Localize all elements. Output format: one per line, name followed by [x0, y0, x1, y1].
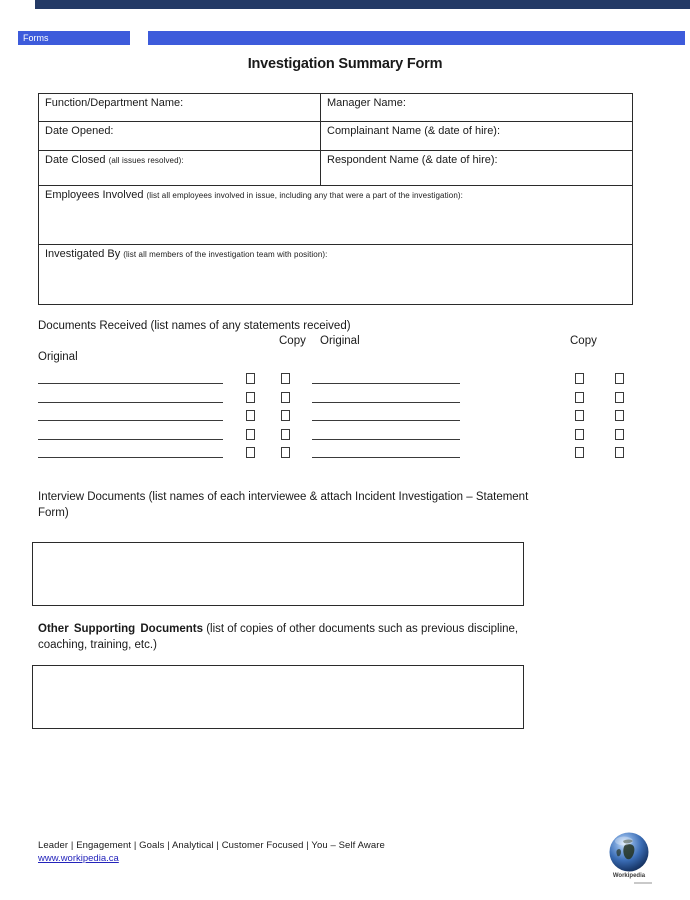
original-column-header: Original [320, 335, 360, 347]
original-checkbox[interactable] [281, 447, 290, 458]
copy-checkbox[interactable] [575, 392, 584, 403]
copy-checkbox[interactable] [246, 392, 255, 403]
original-checkbox[interactable] [615, 429, 624, 440]
globe-icon [609, 832, 649, 873]
complainant-name-field[interactable] [321, 122, 633, 151]
header-accent-bar [148, 31, 685, 45]
employees-involved-field[interactable] [39, 186, 633, 245]
copy-column-header-right: Copy [570, 335, 597, 347]
employees-involved-label: Employees Involved [45, 189, 144, 201]
original-checkbox[interactable] [281, 392, 290, 403]
original-checkbox[interactable] [281, 373, 290, 384]
interview-documents-heading [38, 489, 658, 521]
other-supporting-heading [38, 621, 648, 653]
forms-tab[interactable]: Forms [18, 31, 130, 45]
page-title: Investigation Summary Form [247, 56, 443, 72]
logo-label: Workipedia [612, 873, 646, 879]
document-name-line-right[interactable] [312, 427, 460, 440]
date-opened-field[interactable] [39, 122, 321, 151]
footer-competencies: Leader | Engagement | Goals | Analytical | Customer Focused | You – Self Aware [38, 840, 385, 851]
document-name-line-left[interactable] [38, 408, 223, 421]
document-row [0, 445, 690, 464]
copy-checkbox[interactable] [246, 447, 255, 458]
respondent-name-field[interactable] [321, 151, 633, 186]
original-checkbox[interactable] [281, 429, 290, 440]
function-department-field[interactable] [39, 94, 321, 122]
date-closed-label: Date Closed [45, 154, 106, 166]
respondent-name-label: Respondent Name (& date of hire): [327, 154, 498, 166]
documents-received-heading: Documents Received (list names of any statements received) [38, 320, 351, 332]
document-row [0, 371, 690, 390]
logo-subline [634, 882, 652, 884]
copy-checkbox[interactable] [575, 410, 584, 421]
top-header-bar [35, 0, 690, 9]
document-name-line-left[interactable] [38, 445, 223, 458]
document-name-line-right[interactable] [312, 390, 460, 403]
copy-checkbox[interactable] [246, 410, 255, 421]
copy-checkbox[interactable] [246, 373, 255, 384]
interview-heading-line2: Form) [38, 507, 69, 519]
other-supporting-box[interactable] [32, 665, 524, 729]
original-checkbox[interactable] [615, 447, 624, 458]
document-name-line-left[interactable] [38, 390, 223, 403]
globe-logo [609, 832, 649, 873]
document-name-line-left[interactable] [38, 427, 223, 440]
complainant-name-label: Complainant Name (& date of hire): [327, 125, 501, 137]
copy-column-header-left: Copy [279, 335, 306, 347]
copy-checkbox[interactable] [575, 429, 584, 440]
original-checkbox[interactable] [615, 392, 624, 403]
other-supporting-heading-line2: coaching, training, etc.) [38, 639, 157, 651]
function-department-label: Function/Department Name: [45, 97, 184, 109]
investigated-by-note: (list all members of the investigation team with position): [123, 250, 328, 259]
document-row [0, 390, 690, 409]
other-supporting-heading-rest: (list of copies of other documents such as previous discipline, [203, 623, 519, 635]
other-supporting-heading-bold: Other Supporting Documents [38, 623, 203, 635]
document-name-line-right[interactable] [312, 445, 460, 458]
copy-checkbox[interactable] [575, 447, 584, 458]
investigated-by-field[interactable] [39, 245, 633, 305]
copy-checkbox[interactable] [246, 429, 255, 440]
original-checkbox[interactable] [281, 410, 290, 421]
original-row-label: Original [38, 351, 78, 363]
interview-documents-box[interactable] [32, 542, 524, 606]
copy-checkbox[interactable] [575, 373, 584, 384]
document-row [0, 427, 690, 446]
original-checkbox[interactable] [615, 373, 624, 384]
manager-name-label: Manager Name: [327, 97, 406, 109]
document-name-line-right[interactable] [312, 371, 460, 384]
document-row [0, 408, 690, 427]
manager-name-field[interactable] [321, 94, 633, 122]
date-closed-field[interactable] [39, 151, 321, 186]
employees-involved-note: (list all employees involved in issue, including any that were a part of the investigation): [146, 191, 463, 200]
document-name-line-right[interactable] [312, 408, 460, 421]
original-checkbox[interactable] [615, 410, 624, 421]
document-name-line-left[interactable] [38, 371, 223, 384]
interview-heading-line1: Interview Documents (list names of each interviewee & attach Incident Investigation – Statement [38, 491, 529, 503]
date-opened-label: Date Opened: [45, 125, 114, 137]
investigated-by-label: Investigated By [45, 248, 121, 260]
investigation-summary-table [38, 93, 633, 305]
website-link[interactable]: www.workipedia.ca [38, 853, 119, 864]
date-closed-note: (all issues resolved): [108, 156, 184, 165]
